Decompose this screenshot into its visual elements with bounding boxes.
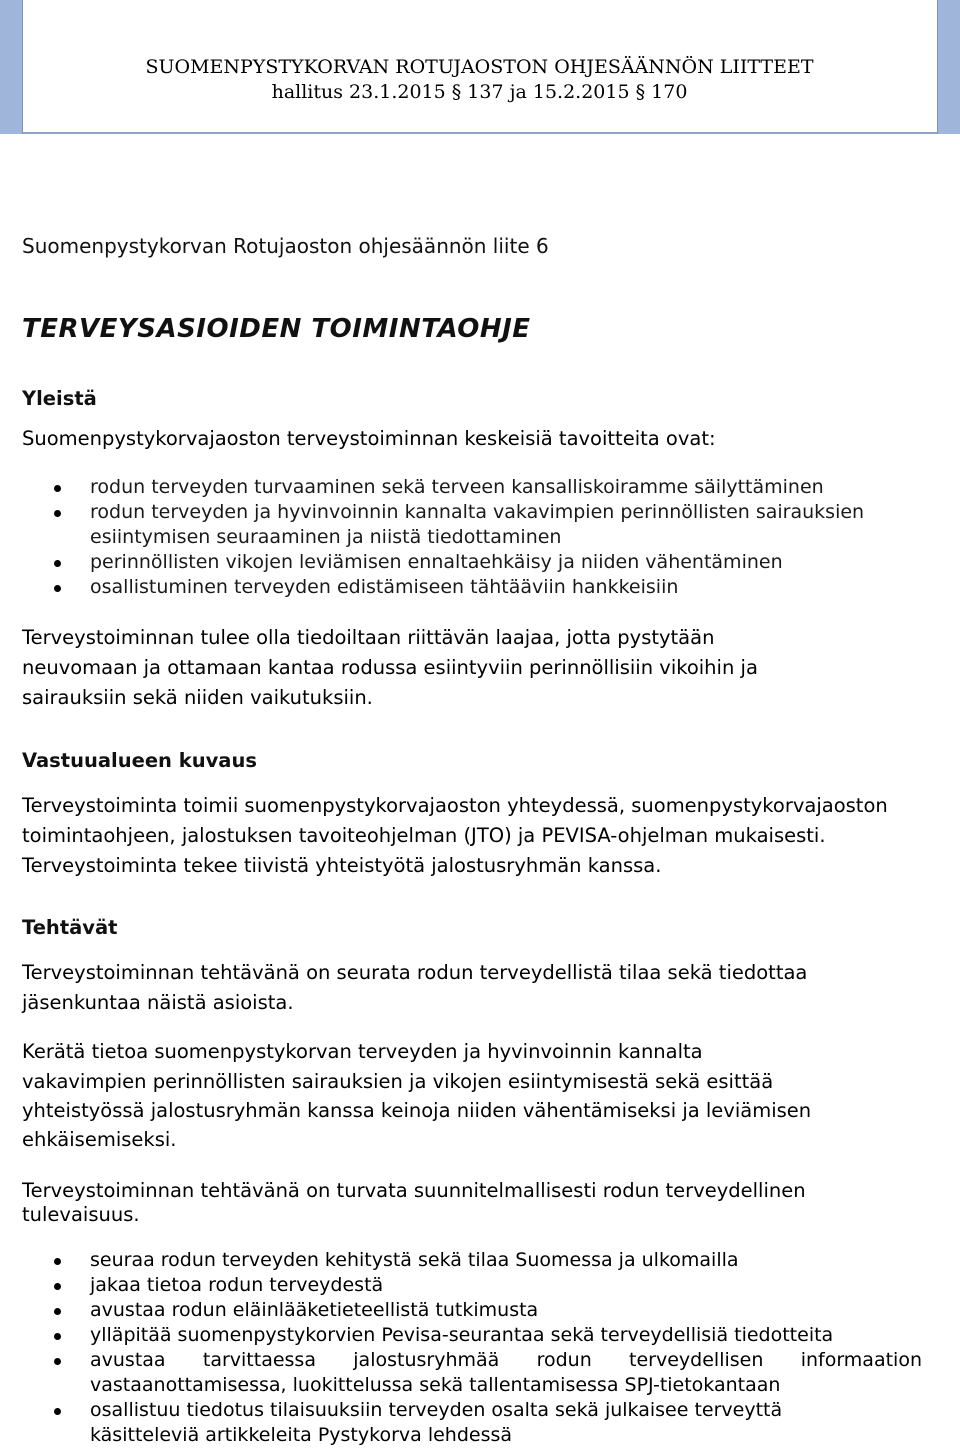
header-right-bar [937, 0, 960, 134]
tehtavat-p1-line: jäsenkuntaa näistä asioista. [22, 991, 294, 1014]
header-subtitle: hallitus 23.1.2015 § 137 ja 15.2.2015 § 170 [271, 81, 688, 103]
section-heading-tehtavat: Tehtävät [22, 916, 118, 939]
list-item: rodun terveyden ja hyvinvoinnin kannalta vakavimpien perinnöllisten sairauksien esiintymisen seuraaminen ja niistä tiedottaminen [52, 500, 892, 550]
tehtavat-p2-line: Kerätä tietoa suomenpystykorvan terveyden ja hyvinvoinnin kannalta [22, 1040, 703, 1063]
yleista-paragraph-line: Terveystoiminnan tulee olla tiedoiltaan riittävän laajaa, jotta pystytään [22, 626, 715, 649]
tehtavat-p2-line: ehkäisemiseksi. [22, 1128, 177, 1151]
tehtavat-p2-line: yhteistyössä jalostusryhmän kanssa keinoja niiden vähentämiseksi ja leviämisen [22, 1099, 812, 1122]
goals-list [52, 475, 892, 600]
section-heading-vastuualue: Vastuualueen kuvaus [22, 749, 257, 772]
list-item: perinnöllisten vikojen leviämisen ennaltaehkäisy ja niiden vähentäminen [52, 550, 892, 575]
list-item [52, 1348, 922, 1398]
list-item [52, 1398, 922, 1448]
list-item-line: avustaa tarvittaessa jalostusryhmää rodun terveydellisen informaation [90, 1349, 922, 1371]
tehtavat-p3-line: tulevaisuus. [22, 1203, 140, 1226]
tehtavat-p2-line: vakavimpien perinnöllisten sairauksien ja vikojen esiintymisestä sekä esittää [22, 1070, 774, 1093]
list-item: osallistuminen terveyden edistämiseen tähtääviin hankkeisiin [52, 575, 892, 600]
header-left-bar [0, 0, 23, 134]
tasks-list [52, 1248, 922, 1448]
section-heading-yleista: Yleistä [22, 387, 97, 410]
list-item-line: käsitteleviä artikkeleita Pystykorva lehdessä [90, 1424, 513, 1446]
list-item: rodun terveyden turvaaminen sekä terveen kansalliskoiramme säilyttäminen [52, 475, 892, 500]
list-item: ylläpitää suomenpystykorvien Pevisa-seurantaa sekä terveydellisiä tiedotteita [52, 1323, 922, 1348]
list-item-line: vastaanottamisessa, luokittelussa sekä tallentamisessa SPJ-tietokantaan [90, 1374, 781, 1396]
document-header [0, 0, 960, 134]
page-title: TERVEYSASIOIDEN TOIMINTAOHJE [22, 314, 531, 344]
vastuualue-line: Terveystoiminta tekee tiivistä yhteistyötä jalostusryhmän kanssa. [22, 854, 662, 877]
header-title: SUOMENPYSTYKORVAN ROTUJAOSTON OHJESÄÄNNÖN LIITTEET [145, 56, 814, 78]
list-item-line: osallistuu tiedotus tilaisuuksiin terveyden osalta sekä julkaisee terveyttä [90, 1399, 783, 1421]
tehtavat-p3-line: Terveystoiminnan tehtävänä on turvata suunnitelmallisesti rodun terveydellinen [22, 1179, 806, 1202]
yleista-intro: Suomenpystykorvajaoston terveystoiminnan keskeisiä tavoitteita ovat: [22, 427, 716, 450]
list-item: seuraa rodun terveyden kehitystä sekä tilaa Suomessa ja ulkomailla [52, 1248, 922, 1273]
yleista-paragraph-line: neuvomaan ja ottamaan kantaa rodussa esiintyviin perinnöllisiin vikoihin ja [22, 656, 758, 679]
vastuualue-line: toimintaohjeen, jalostuksen tavoiteohjelman (JTO) ja PEVISA-ohjelman mukaisesti. [22, 824, 826, 847]
tehtavat-p1-line: Terveystoiminnan tehtävänä on seurata rodun terveydellistä tilaa sekä tiedottaa [22, 961, 808, 984]
list-item: jakaa tietoa rodun terveydestä [52, 1273, 922, 1298]
list-item: avustaa rodun eläinlääketieteellistä tutkimusta [52, 1298, 922, 1323]
appendix-subtitle: Suomenpystykorvan Rotujaoston ohjesäännön liite 6 [22, 234, 549, 258]
yleista-paragraph-line: sairauksiin sekä niiden vaikutuksiin. [22, 686, 373, 709]
vastuualue-line: Terveystoiminta toimii suomenpystykorvajaoston yhteydessä, suomenpystykorvajaoston [22, 794, 888, 817]
